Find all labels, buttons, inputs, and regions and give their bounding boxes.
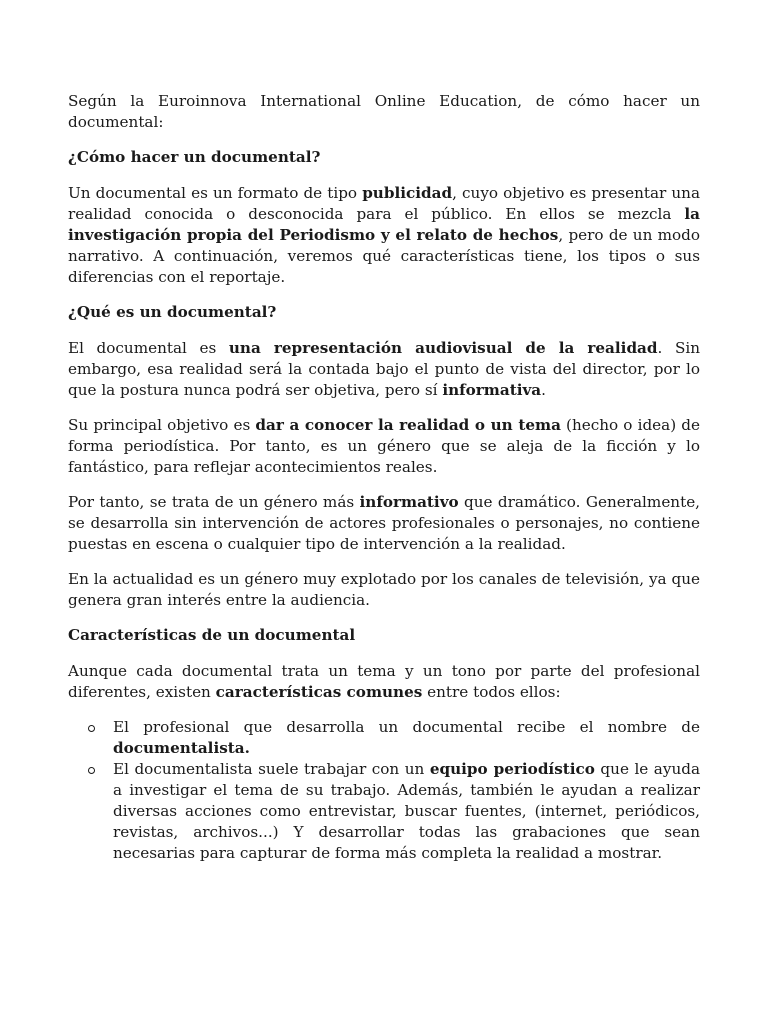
circle-bullet-icon [88, 725, 95, 732]
intro-line: Según la Euroinnova International Online Education, de cómo hacer un documental: [68, 92, 700, 131]
text-run: El documentalista suele trabajar con un [113, 760, 430, 778]
text-run: El documental es [68, 339, 229, 357]
text-run: entre todos ellos: [422, 683, 561, 701]
bold-run: la investigación propia del Periodismo y el relato de hechos [68, 205, 700, 244]
text-run: Por tanto, se trata de un género más [68, 493, 360, 511]
traits-list [68, 717, 700, 864]
bold-run: características comunes [215, 683, 423, 701]
paragraph-definition [68, 183, 700, 288]
text-run: que dramático. Generalmente, se desarrolla sin intervención de actores profesionales o personajes, no contiene puestas en escena o cualquier tipo de intervención a la realidad. [68, 493, 701, 553]
text-run: Un documental es un formato de tipo [68, 184, 363, 202]
text-run: . [541, 381, 546, 399]
bold-run: dar a conocer la realidad o un tema [255, 416, 561, 434]
text-run: , cuyo objetivo es presentar una realidad conocida o desconocida para el público. En ellos se mezcla [68, 184, 701, 223]
heading-que-es: ¿Qué es un documental? [68, 303, 277, 321]
paragraph-representation [68, 338, 700, 401]
text-run: (hecho o idea) de forma periodística. Por tanto, es un género que se aleja de la ficción y lo fantástico, para reflejar acontecimientos reales. [68, 416, 700, 476]
paragraph-common-traits [68, 661, 700, 703]
list-item [68, 759, 700, 864]
bold-run: informativa [442, 381, 542, 399]
document-body [68, 91, 700, 864]
text-run: . Sin embargo, esa realidad será la contada bajo el punto de vista del director, por lo que la postura nunca podrá ser objetiva, pero sí [68, 339, 700, 399]
paragraph-objective [68, 415, 700, 478]
bold-run: publicidad [362, 184, 453, 202]
text-run: El profesional que desarrolla un documental recibe el nombre de [113, 718, 700, 736]
text-run: , pero de un modo narrativo. A continuación, veremos qué características tiene, los tipos o sus diferencias con el reportaje. [68, 226, 701, 286]
list-item [68, 717, 700, 759]
paragraph-informative [68, 492, 700, 555]
bold-run: documentalista. [113, 739, 250, 757]
bold-run: una representación audiovisual de la realidad [228, 339, 658, 357]
text-run: Su principal objetivo es [68, 416, 256, 434]
circle-bullet-icon [88, 767, 95, 774]
heading-caracteristicas: Características de un documental [68, 626, 356, 644]
heading-como-hacer: ¿Cómo hacer un documental? [68, 148, 321, 166]
text-run: Aunque cada documental trata un tema y un tono por parte del profesional diferentes, existen [68, 662, 700, 701]
bold-run: informativo [359, 493, 459, 511]
bold-run: equipo periodístico [429, 760, 595, 778]
text-run: que le ayuda a investigar el tema de su trabajo. Además, también le ayudan a realizar diversas acciones como entrevistar, buscar fuentes, (internet, periódicos, revistas, archivos...) Y desarrollar todas las grabaciones que sean necesarias para capturar de forma más completa la realidad a mostrar. [113, 760, 700, 862]
paragraph-current: En la actualidad es un género muy explotado por los canales de televisión, ya que genera gran interés entre la audiencia. [68, 570, 700, 609]
